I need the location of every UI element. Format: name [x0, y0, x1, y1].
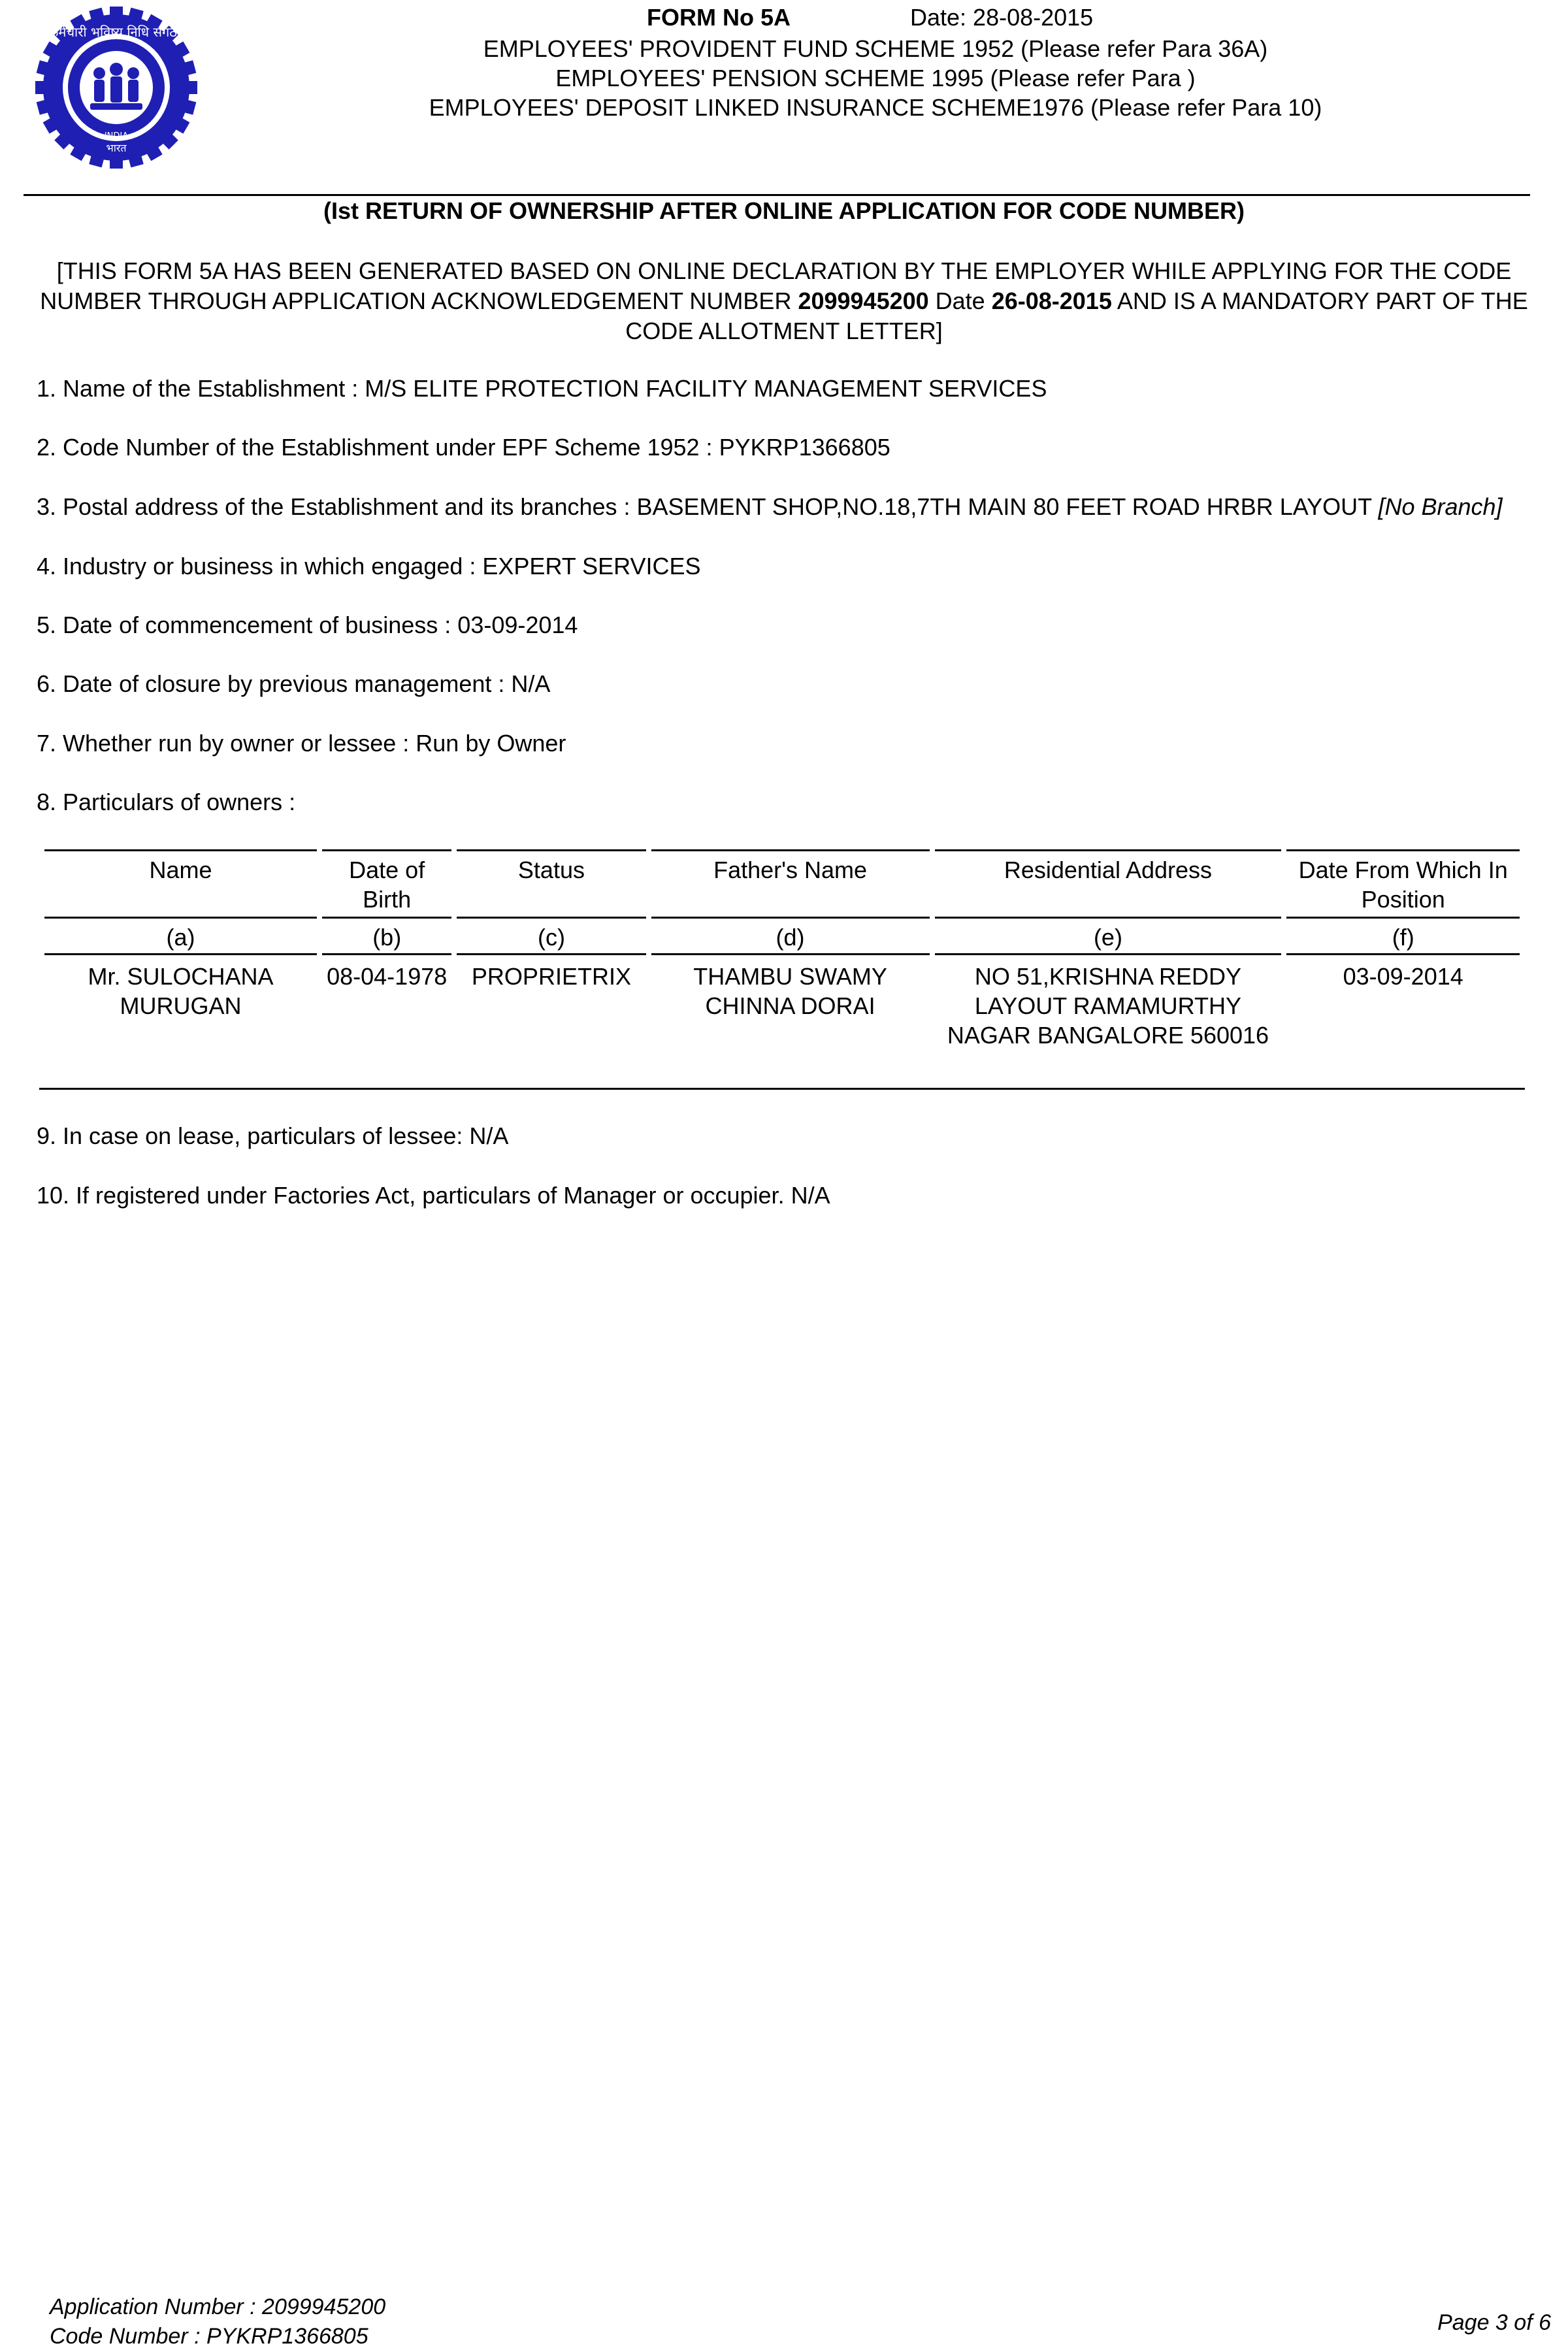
col-letter-d: (d)	[651, 919, 930, 955]
col-letter-c: (c)	[457, 919, 645, 955]
footer-code-number: Code Number : PYKRP1366805	[50, 2324, 368, 2349]
logo-gear-tooth	[35, 81, 51, 94]
header-line-epf: EMPLOYEES' PROVIDENT FUND SCHEME 1952 (Please refer Para 36A)	[483, 35, 1268, 62]
item-factories-act: 10. If registered under Factories Act, particulars of Manager or occupier. N/A	[37, 1182, 830, 1209]
item-code-number: 2. Code Number of the Establishment under EPF Scheme 1952 : PYKRP1366805	[37, 434, 890, 461]
item-closure-date: 6. Date of closure by previous management : N/A	[37, 670, 551, 697]
owner-status: PROPRIETRIX	[471, 963, 631, 990]
owner-dob: 08-04-1978	[327, 963, 448, 990]
page-title: (Ist RETURN OF OWNERSHIP AFTER ONLINE APPLICATION FOR CODE NUMBER)	[323, 197, 1245, 224]
logo-text-bottom: भारत	[106, 142, 127, 154]
logo-gear-tooth	[182, 81, 197, 94]
table-row	[44, 955, 1520, 1089]
table-bottom-rule	[39, 1088, 1525, 1090]
item-owners-heading: 8. Particulars of owners :	[37, 789, 296, 815]
owner-address: NO 51,KRISHNA REDDY LAYOUT RAMAMURTHY NAGAR BANGALORE 560016	[947, 963, 1269, 1049]
epfo-logo-icon	[34, 5, 199, 170]
item-lessee: 9. In case on lease, particulars of lessee: N/A	[37, 1122, 509, 1149]
logo-gear-tooth	[110, 153, 123, 169]
ack-number: 2099945200	[798, 287, 929, 314]
footer-application-number: Application Number : 2099945200	[50, 2295, 386, 2319]
header-line-edli: EMPLOYEES' DEPOSIT LINKED INSURANCE SCHEME1976 (Please refer Para 10)	[429, 94, 1322, 121]
logo-text-top: कर्मचारी भविष्य निधि संगठन	[48, 24, 184, 40]
owner-father-name: THAMBU SWAMY CHINNA DORAI	[693, 963, 887, 1019]
item-run-by: 7. Whether run by owner or lessee : Run by Owner	[37, 730, 566, 757]
owner-from-date: 03-09-2014	[1343, 963, 1463, 990]
header-divider	[24, 194, 1530, 196]
col-letter-a: (a)	[44, 919, 317, 955]
logo-text-small: INDIA	[104, 131, 129, 141]
col-header-dob: Date of Birth	[322, 849, 451, 919]
item-commencement-date: 5. Date of commencement of business : 03-09-2014	[37, 612, 578, 638]
col-letter-f: (f)	[1286, 919, 1520, 955]
col-letter-b: (b)	[322, 919, 451, 955]
col-header-father: Father's Name	[651, 849, 930, 919]
col-header-name: Name	[44, 849, 317, 919]
form-date: Date: 28-08-2015	[910, 4, 1094, 31]
item-establishment-name: 1. Name of the Establishment : M/S ELITE PROTECTION FACILITY MANAGEMENT SERVICES	[37, 375, 1047, 402]
col-header-from-date: Date From Which In Position	[1286, 849, 1520, 919]
owner-name: Mr. SULOCHANA MURUGAN	[88, 963, 274, 1019]
page-number: Page 3 of 6	[1437, 2310, 1551, 2335]
logo-gear-tooth	[110, 7, 123, 22]
owners-table	[39, 849, 1525, 1089]
no-branch-note: [No Branch]	[1378, 493, 1503, 520]
ack-date: 26-08-2015	[991, 287, 1112, 314]
intro-paragraph: [THIS FORM 5A HAS BEEN GENERATED BASED ON ONLINE DECLARATION BY THE EMPLOYER WHILE APPLYING FOR THE CODE NUMBER THROUGH APPLICATION ACKNOWLEDGEMENT NUMBER 2099945200 Date 26-08-2015 AND IS A MANDATORY PART OF THE CODE ALLOTMENT LETTER]	[40, 257, 1528, 344]
form-number: FORM No 5A	[647, 4, 791, 31]
col-letter-e: (e)	[935, 919, 1282, 955]
col-header-status: Status	[457, 849, 645, 919]
item-industry: 4. Industry or business in which engaged : EXPERT SERVICES	[37, 553, 701, 580]
col-header-address: Residential Address	[935, 849, 1282, 919]
header-line-eps: EMPLOYEES' PENSION SCHEME 1995 (Please refer Para )	[555, 65, 1196, 91]
item-postal-address: 3. Postal address of the Establishment and its branches : BASEMENT SHOP,NO.18,7TH MAIN 80 FEET ROAD HRBR LAYOUT [No Branch]	[37, 493, 1503, 520]
